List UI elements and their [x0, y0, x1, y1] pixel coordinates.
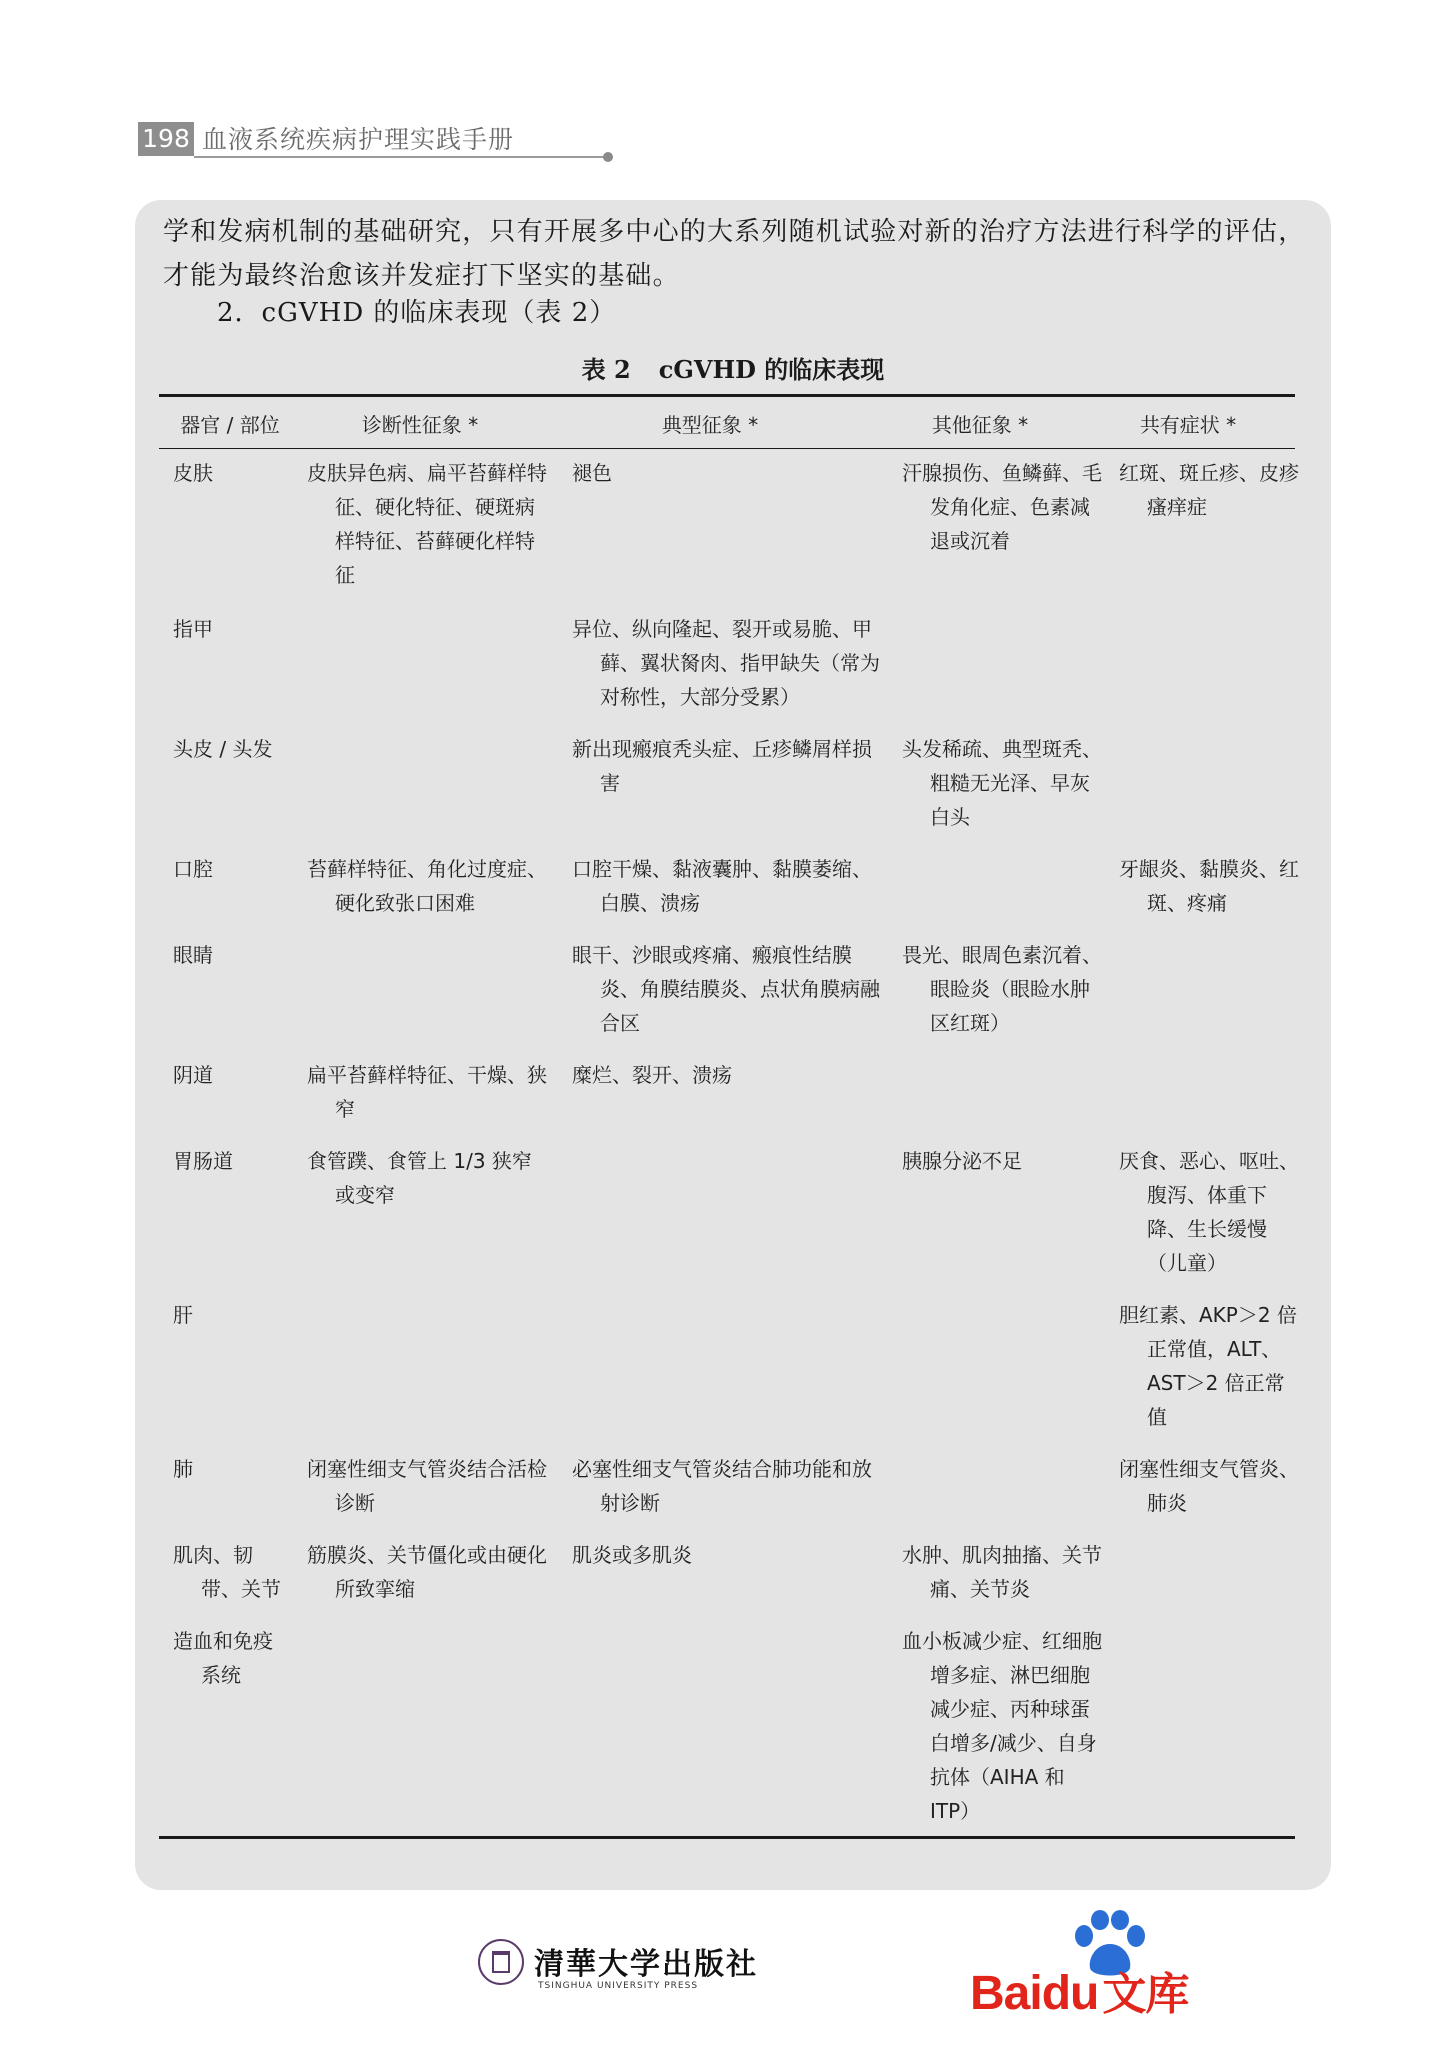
- table-cell: 汗腺损伤、鱼鳞藓、毛发角化症、色素减退或沉着: [902, 461, 1102, 553]
- table-cell: 口腔: [173, 857, 213, 881]
- table-caption-title: cGVHD 的临床表现: [658, 355, 885, 384]
- body-paragraph: 学和发病机制的基础研究，只有开展多中心的大系列随机试验对新的治疗方法进行科学的评估，才能为最终治愈该并发症打下坚实的基础。: [163, 217, 1306, 291]
- table-cell: 水肿、肌肉抽搐、关节痛、关节炎: [902, 1543, 1102, 1601]
- table-cell: 筋膜炎、关节僵化或由硬化所致挛缩: [307, 1543, 547, 1601]
- table-cell: 厌食、恶心、呕吐、腹泻、体重下降、生长缓慢（儿童）: [1119, 1149, 1299, 1275]
- table-cell: 阴道: [173, 1063, 213, 1087]
- table-caption: [135, 350, 1331, 385]
- table-cell: 肺: [173, 1457, 193, 1481]
- table-cell: 造血和免疫系统: [173, 1629, 273, 1687]
- table-cell: 眼干、沙眼或疼痛、瘢痕性结膜炎、角膜结膜炎、点状角膜病融合区: [572, 943, 880, 1035]
- baidu-wordmark: [970, 1958, 1188, 2022]
- publisher-name-cn: 清華大学出版社: [534, 1947, 758, 1982]
- section-heading: 2．cGVHD 的临床表现（表 2）: [217, 298, 617, 328]
- publisher-name-en: TSINGHUA UNIVERSITY PRESS: [538, 1981, 699, 1991]
- table-header-other: 其他征象 *: [931, 413, 1029, 437]
- table-cell: 胆红素、AKP＞2 倍正常值，ALT、AST＞2 倍正常值: [1119, 1303, 1297, 1429]
- table-cell: 食管蹼、食管上 1/3 狭窄或变窄: [307, 1149, 532, 1207]
- table-cell: 皮肤: [173, 461, 213, 485]
- baidu-wenku-watermark: [970, 1910, 1230, 2020]
- table-header-rule: [159, 448, 1295, 449]
- table-cell: 红斑、斑丘疹、皮疹瘙痒症: [1119, 461, 1299, 519]
- table-cell: 糜烂、裂开、溃疡: [572, 1063, 732, 1087]
- table-cell: 指甲: [173, 617, 213, 641]
- table-cell: 闭塞性细支气管炎、肺炎: [1119, 1457, 1299, 1515]
- content-panel: [135, 200, 1331, 1890]
- table-top-rule: [159, 394, 1295, 397]
- table-cell: 口腔干燥、黏液囊肿、黏膜萎缩、白膜、溃疡: [572, 857, 872, 915]
- table-cell: 肝: [173, 1303, 193, 1327]
- tsinghua-press-logo: [478, 1937, 758, 1997]
- book-title: 血液系统疾病护理实践手册: [202, 125, 515, 154]
- table-cell: 牙龈炎、黏膜炎、红斑、疼痛: [1119, 857, 1299, 915]
- table-cell: 畏光、眼周色素沉着、眼睑炎（眼睑水肿区红斑）: [902, 943, 1102, 1035]
- table-header-common: 共有症状 *: [1139, 413, 1237, 437]
- table-cell: 头皮 / 头发: [173, 737, 273, 761]
- table-cell: 闭塞性细支气管炎结合活检诊断: [307, 1457, 547, 1515]
- table-header-diagnostic: 诊断性征象 *: [361, 413, 479, 437]
- tsinghua-seal-icon: [478, 1939, 524, 1985]
- header-dot: [603, 152, 613, 162]
- table-cell: 肌肉、韧带、关节: [173, 1543, 281, 1601]
- table-cell: 胰腺分泌不足: [902, 1149, 1022, 1173]
- header-rule: [194, 156, 607, 158]
- wenku-text: 文库: [1102, 1969, 1189, 2020]
- table-cell: 苔藓样特征、角化过度症、硬化致张口困难: [307, 857, 547, 915]
- table-cell: 血小板减少症、红细胞增多症、淋巴细胞减少症、丙种球蛋白增多/减少、自身抗体（AIHA 和 ITP）: [902, 1629, 1102, 1823]
- table-cell: 肌炎或多肌炎: [572, 1543, 692, 1567]
- table-cell: 褪色: [572, 461, 612, 485]
- table-cell: 胃肠道: [173, 1149, 233, 1173]
- table-caption-label: 表 2: [581, 355, 631, 384]
- table-header-organ: 器官 / 部位: [180, 413, 280, 437]
- table-cell: 必塞性细支气管炎结合肺功能和放射诊断: [572, 1457, 872, 1515]
- table-cell: 异位、纵向隆起、裂开或易脆、甲藓、翼状胬肉、指甲缺失（常为对称性，大部分受累）: [572, 617, 880, 709]
- baidu-text: Baidu: [970, 1967, 1099, 2020]
- page-number: 198: [138, 122, 194, 156]
- table-cell: 扁平苔藓样特征、干燥、狭窄: [307, 1063, 547, 1121]
- table-header-typical: 典型征象 *: [661, 413, 759, 437]
- table-cell: 头发稀疏、典型斑秃、粗糙无光泽、早灰白头: [902, 737, 1102, 829]
- table-bottom-rule: [159, 1836, 1295, 1839]
- running-header: [138, 118, 618, 158]
- table-cell: 眼睛: [173, 943, 213, 967]
- table-cell: 新出现瘢痕秃头症、丘疹鳞屑样损害: [572, 737, 872, 795]
- table-cell: 皮肤异色病、扁平苔藓样特征、硬化特征、硬斑病样特征、苔藓硬化样特征: [307, 461, 547, 587]
